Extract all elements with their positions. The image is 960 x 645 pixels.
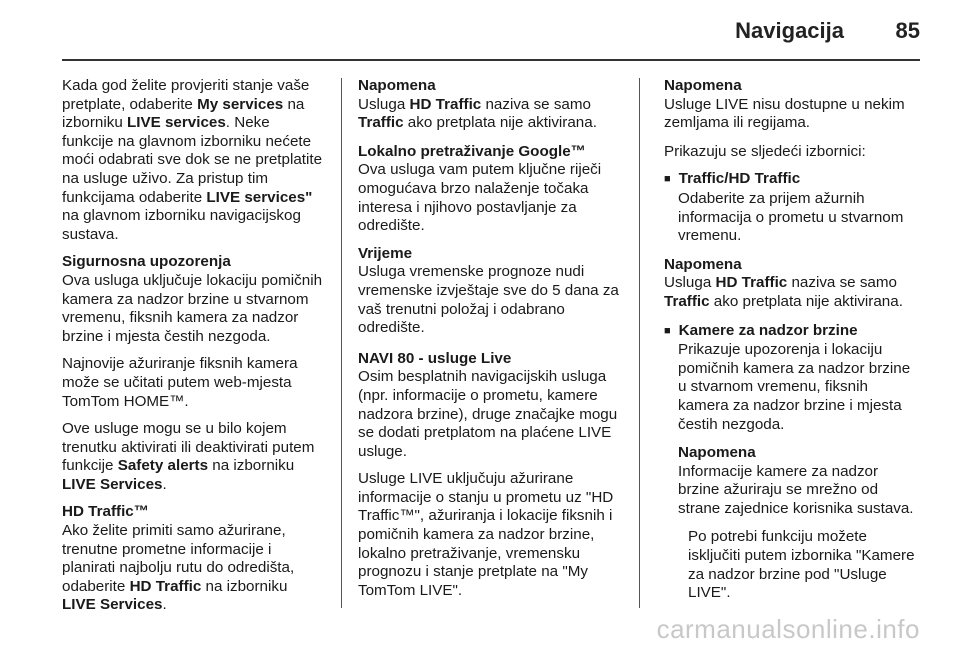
hd-traffic-paragraph: Ako želite primiti samo ažurirane, trenutne prometne informacije i planirati najbolju rutu do odredišta, odaberite HD Traffic na izborniku LIVE Services.	[62, 522, 295, 614]
hd-traffic-heading: HD Traffic™	[62, 503, 149, 521]
column-3	[664, 77, 922, 612]
note-box-1: Napomena Usluga HD Traffic naziva se samo Traffic ako pretplata nije aktivirana.	[358, 77, 626, 133]
weather-heading: Vrijeme	[358, 244, 413, 262]
safety-heading: Sigurnosna upozorenja	[62, 253, 231, 271]
column-divider-1	[341, 78, 342, 608]
note-box-2: Napomena Usluge LIVE nisu dostupne u nekim zemljama ili regijama.	[664, 77, 922, 133]
google-search-paragraph: Ova usluga vam putem ključne riječi omogućava brzo nalaženje točaka interesa i njihovo postavljanje za odredište.	[358, 161, 602, 235]
safety-alerts-term: Safety alerts	[117, 457, 209, 475]
page-number: 85	[895, 18, 920, 43]
navi-live-heading: NAVI 80 - usluge Live	[358, 349, 512, 367]
column-divider-2	[639, 78, 640, 608]
live-includes-paragraph: Usluge LIVE uključuju ažurirane informacije o stanju u prometu uz "HD Traffic™", ažuriranja i lokacije fiksnih i pomičnih kamera za nadzor brzine, lokalno pretraživanje, vremensku prognozu i stanje pretplate na "My TomTom LIVE".	[358, 470, 614, 599]
disable-paragraph: Po potrebi funkciju možete isključiti putem izbornika "Kamere za nadzor brzine pod "Usluge LIVE".	[688, 528, 915, 602]
activate-paragraph: Ove usluge mogu se u bilo kojem trenutku aktivirati ili deaktivirati putem funkcije Safety alerts na izborniku LIVE Services.	[62, 420, 315, 493]
header-divider	[62, 59, 920, 61]
hd-traffic-term: HD Traffic	[129, 577, 202, 595]
note-box-4: Napomena Informacije kamere za nadzor brzine ažuriraju se mrežno od strane zajednice korisnika sustava.	[664, 444, 922, 518]
safety-paragraph: Ova usluga uključuje lokaciju pomičnih kamera za nadzor brzine u stvarnom vremenu, fiksnih kamera za nadzor brzine i mjesta čestih nezgoda.	[62, 271, 323, 345]
google-search-heading: Lokalno pretraživanje Google™	[358, 142, 586, 160]
column-1	[62, 77, 324, 624]
live-services-term-3: LIVE Services	[62, 475, 163, 493]
note-heading: Napomena	[358, 77, 436, 94]
note-heading: Napomena	[678, 444, 756, 462]
note-heading: Napomena	[664, 77, 742, 94]
note-box-3: Napomena Usluga HD Traffic naziva se samo Traffic ako pretplata nije aktivirana.	[664, 256, 922, 312]
note-heading: Napomena	[664, 255, 742, 273]
latest-update-paragraph: Najnovije ažuriranje fiksnih kamera može se učitati putem web-mjesta TomTom HOME™.	[62, 355, 298, 410]
column-2	[358, 77, 626, 609]
bullet-heading: ■ Kamere za nadzor brzine	[664, 322, 922, 342]
live-services-term-2: LIVE services"	[206, 188, 313, 206]
navi-live-paragraph: Osim besplatnih navigacijskih usluga (npr. informacije o prometu, kamere nadzora brzine), druge značajke mogu se dodati pretplatom na plaćene LIVE usluge.	[358, 368, 618, 460]
section-title: Navigacija	[735, 18, 844, 43]
my-services-term: My services	[197, 95, 284, 113]
live-services-term-4: LIVE Services	[62, 596, 163, 614]
bullet-speed-cameras: ■ Kamere za nadzor brzine Prikazuje upozorenja i lokaciju pomičnih kamera za nadzor brzine u stvarnom vremenu, fiksnih kamera za nadzor brzine i mjesta čestih nezgoda.	[664, 322, 922, 435]
bullet-heading: ■ Traffic/HD Traffic	[664, 170, 922, 190]
weather-paragraph: Usluga vremenske prognoze nudi vremenske izvještaje sve do 5 dana za vaš trenutni položaj i odabrano odredište.	[358, 263, 619, 337]
watermark: carmanualsonline.info	[656, 614, 920, 644]
live-services-term: LIVE services	[127, 114, 226, 132]
page-header	[0, 0, 960, 56]
menus-intro: Prikazuju se sljedeći izbornici:	[664, 142, 866, 160]
intro-paragraph: Kada god želite provjeriti stanje vaše pretplate, odaberite My services na izborniku LIVE services. Neke funkcije na glavnom izborniku nećete moći odabrati sve dok se ne pretplatite na usluge uživo. Za pristup tim funkcijama odaberite LIVE services" na glavnom izborniku navigacijskog sustava.	[62, 77, 323, 243]
bullet-traffic: ■ Traffic/HD Traffic Odaberite za prijem ažurnih informacija o prometu u stvarnom vremenu.	[664, 170, 922, 245]
